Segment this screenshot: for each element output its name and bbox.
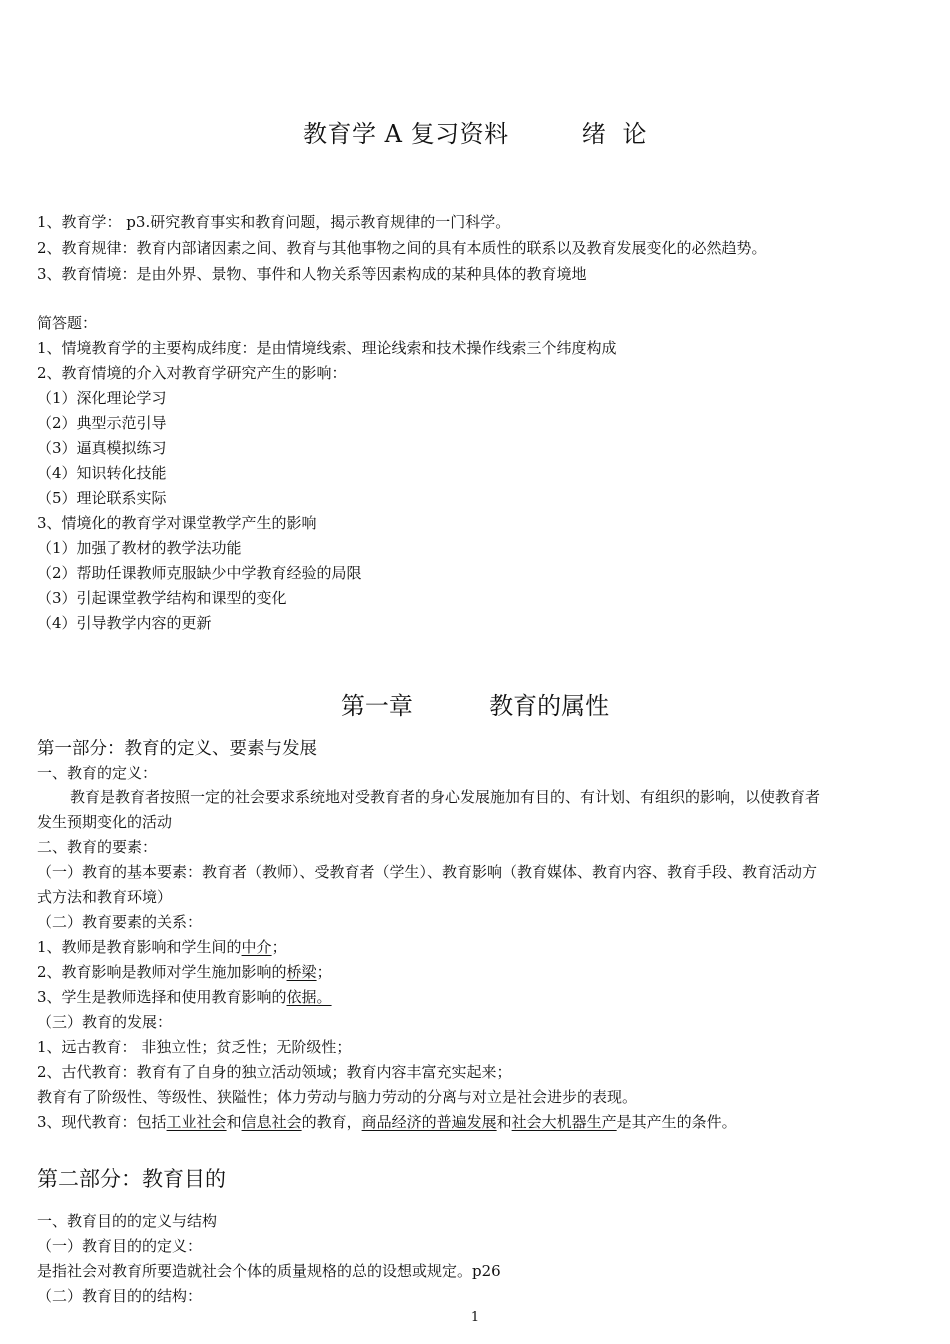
development-line: 教育有了阶级性、等级性、狭隘性；体力劳动与脑力劳动的分离与对立是社会进步的表现。: [37, 1088, 638, 1106]
page-number: 1: [470, 1310, 480, 1325]
paragraph-line: （一）教育的基本要素：教育者（教师）、受教育者（学生）、教育影响（教育媒体、教育内容、教育手段、教育活动方: [37, 863, 818, 881]
qa-line: （3）引起课堂教学结构和课型的变化: [37, 589, 287, 607]
section-heading: 一、教育目的的定义与结构: [37, 1212, 218, 1230]
text: 的教育，: [301, 1113, 362, 1131]
qa-line: 3、情境化的教育学对课堂教学产生的影响: [37, 514, 317, 532]
qa-line: （1）深化理论学习: [37, 389, 167, 407]
paragraph-line: 发生预期变化的活动: [37, 813, 173, 831]
qa-line: （3）逼真模拟练习: [37, 439, 167, 457]
development-line: [37, 1112, 737, 1132]
qa-label: 简答题：: [37, 314, 98, 332]
underlined-term: 工业社会: [166, 1113, 227, 1131]
text: 和: [496, 1113, 512, 1131]
section-heading: 二、教育的要素：: [37, 838, 158, 856]
text: 2、教育影响是教师对学生施加影响的: [37, 963, 287, 981]
subsection-heading: （一）教育目的的定义：: [37, 1237, 203, 1255]
text: 3、现代教育：包括: [37, 1113, 167, 1131]
paragraph-line: 是指社会对教育所要造就社会个体的质量规格的总的设想或规定。p26: [37, 1262, 501, 1280]
underlined-term: 商品经济的普遍发展: [361, 1113, 497, 1131]
subsection-heading: （二）教育要素的关系：: [37, 913, 203, 931]
text: 3、学生是教师选择和使用教育影响的: [37, 988, 287, 1006]
qa-line: （4）引导教学内容的更新: [37, 614, 212, 632]
part-title: 第一部分：教育的定义、要素与发展: [37, 739, 317, 759]
paragraph-line: 教育是教育者按照一定的社会要求系统地对受教育者的身心发展施加有目的、有计划、有组织的影响，以使教育者: [70, 788, 821, 806]
qa-line: （4）知识转化技能: [37, 464, 167, 482]
underlined-term: 信息社会: [241, 1113, 302, 1131]
development-line: 1、远古教育： 非独立性；贫乏性；无阶级性；: [37, 1038, 352, 1056]
text: ；: [271, 938, 287, 956]
paragraph-line: 式方法和教育环境）: [37, 888, 173, 906]
text: 是其产生的条件。: [616, 1113, 737, 1131]
definition-line: 3、教育情境：是由外界、景物、事件和人物关系等因素构成的某种具体的教育境地: [37, 265, 587, 283]
subsection-heading: （二）教育目的的结构：: [37, 1287, 203, 1305]
chapter-title: 第一章 教育的属性: [340, 692, 610, 720]
qa-line: 1、情境教育学的主要构成纬度：是由情境线索、理论线索和技术操作线索三个纬度构成: [37, 339, 617, 357]
qa-line: （2）典型示范引导: [37, 414, 167, 432]
relation-line: [37, 987, 332, 1007]
text: 和: [226, 1113, 242, 1131]
document-title: 教育学 A 复习资料 绪 论: [302, 120, 647, 148]
relation-line: [37, 937, 287, 957]
text: ；: [316, 963, 332, 981]
underlined-term: 社会大机器生产: [511, 1113, 617, 1131]
qa-line: 2、教育情境的介入对教育学研究产生的影响：: [37, 364, 347, 382]
subsection-heading: （三）教育的发展：: [37, 1013, 173, 1031]
underlined-term: 依据。: [286, 988, 332, 1006]
definition-line: 1、教育学： p3.研究教育事实和教育问题，揭示教育规律的一门科学。: [37, 213, 511, 231]
qa-line: （1）加强了教材的教学法功能: [37, 539, 242, 557]
part-title: 第二部分：教育目的: [37, 1167, 226, 1191]
definition-line: 2、教育规律：教育内部诸因素之间、教育与其他事物之间的具有本质性的联系以及教育发展变化的必然趋势。: [37, 239, 767, 257]
relation-line: [37, 962, 332, 982]
text: 1、教师是教育影响和学生间的: [37, 938, 242, 956]
development-line: 2、古代教育：教育有了自身的独立活动领域；教育内容丰富充实起来；: [37, 1063, 512, 1081]
underlined-term: 桥梁: [286, 963, 317, 981]
qa-line: （5）理论联系实际: [37, 489, 167, 507]
section-heading: 一、教育的定义：: [37, 764, 158, 782]
qa-line: （2）帮助任课教师克服缺少中学教育经验的局限: [37, 564, 362, 582]
underlined-term: 中介: [241, 938, 272, 956]
